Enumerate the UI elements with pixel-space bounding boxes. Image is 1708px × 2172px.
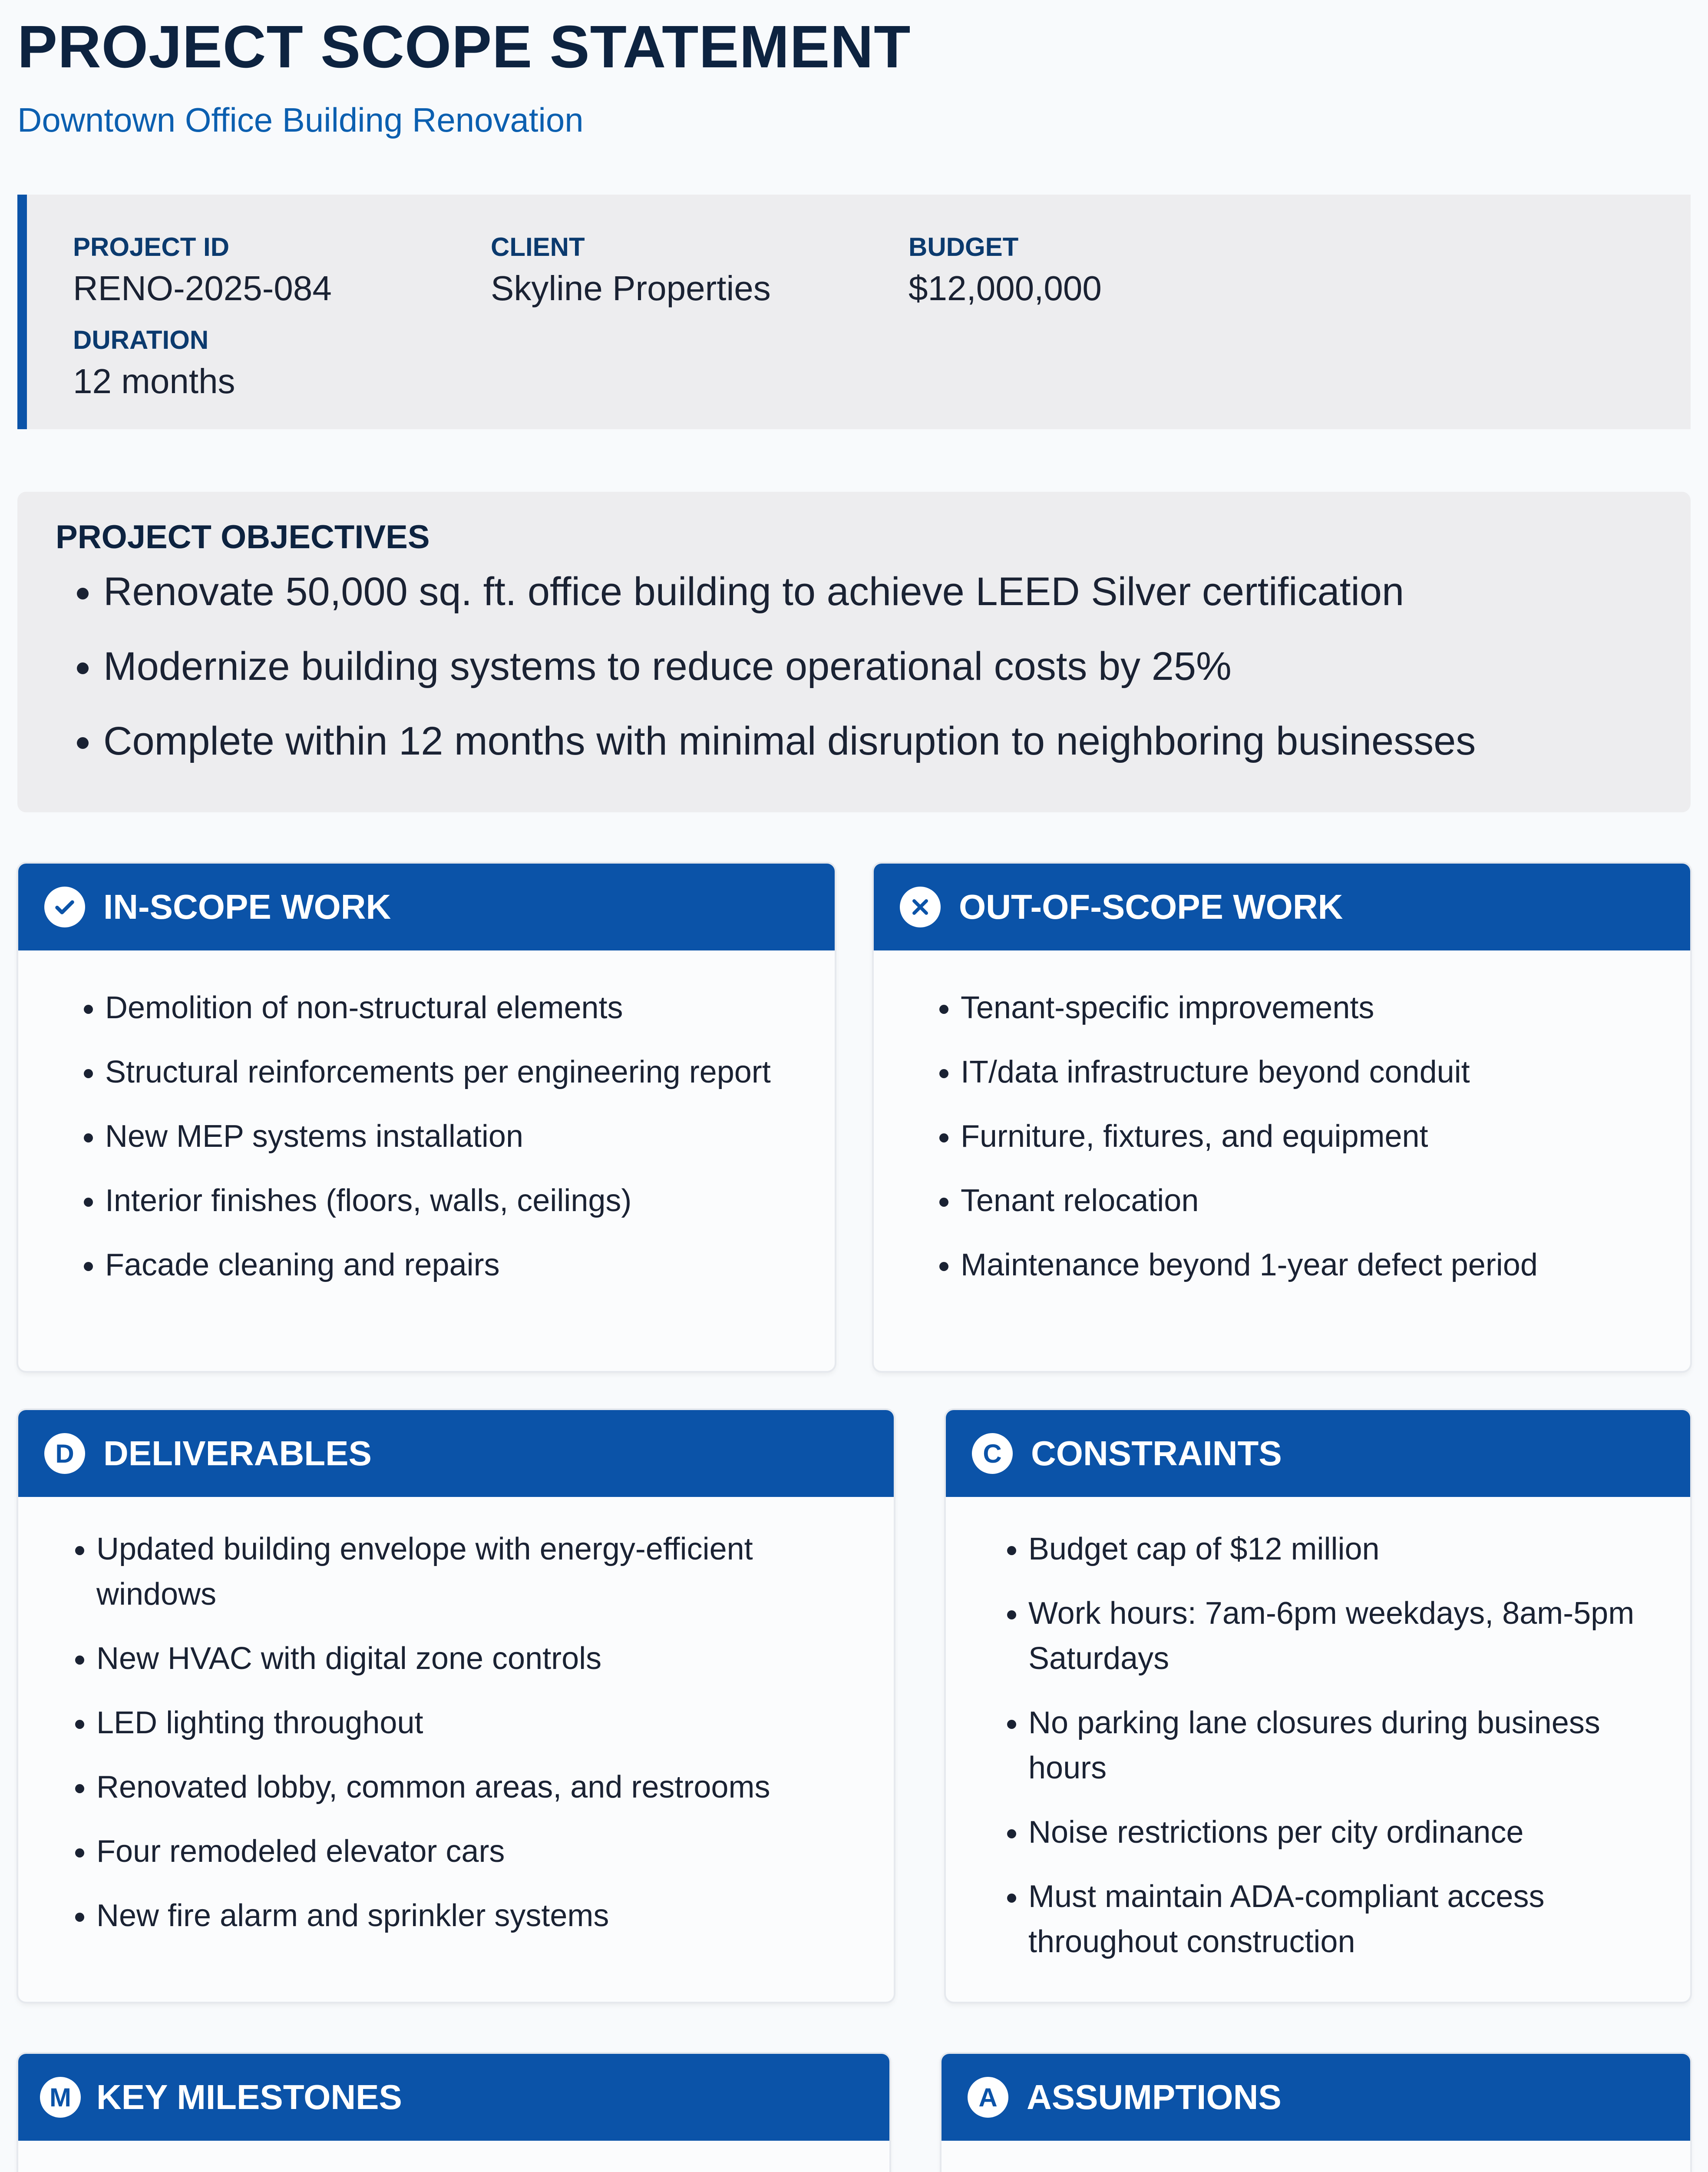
objectives-title: PROJECT OBJECTIVES <box>56 519 430 556</box>
list-item: • New fire alarm and sprinkler systems <box>96 1893 846 1938</box>
page-title: PROJECT SCOPE STATEMENT <box>17 13 911 80</box>
deliverables-card <box>18 1410 894 2002</box>
budget-value: $12,000,000 <box>909 269 1102 308</box>
out-of-scope-header <box>874 864 1690 950</box>
out-of-scope-card <box>874 864 1690 1371</box>
list-item: • New MEP systems installation <box>105 1114 809 1159</box>
list-item: • Demolition of non-structural elements <box>105 985 809 1030</box>
constraints-badge: C <box>972 1433 1013 1474</box>
budget-field <box>909 232 1102 310</box>
x-circle-icon <box>900 887 941 927</box>
objective-item: • Renovate 50,000 sq. ft. office building to achieve LEED Silver certification <box>103 566 1652 618</box>
list-item: • Budget cap of $12 million <box>1028 1526 1638 1572</box>
constraints-title: CONSTRAINTS <box>1031 1434 1282 1473</box>
list-item: • LED lighting throughout <box>96 1700 846 1745</box>
list-item: • Noise restrictions per city ordinance <box>1028 1810 1638 1855</box>
project-id-value: RENO-2025-084 <box>73 269 332 308</box>
client-field <box>491 232 771 310</box>
list-item: • IT/data infrastructure beyond conduit <box>961 1050 1664 1095</box>
budget-label: BUDGET <box>909 232 1019 262</box>
assumptions-badge: A <box>968 2077 1008 2118</box>
deliverables-title: DELIVERABLES <box>103 1434 372 1473</box>
list-item: • Tenant-specific improvements <box>961 985 1664 1030</box>
client-value: Skyline Properties <box>491 269 771 308</box>
list-item: • Maintenance beyond 1-year defect period <box>961 1242 1664 1288</box>
in-scope-header <box>18 864 835 950</box>
objectives-list <box>56 566 1652 767</box>
client-label: CLIENT <box>491 232 585 262</box>
project-info-card <box>17 195 1691 429</box>
list-item: • Work hours: 7am-6pm weekdays, 8am-5pm Saturdays <box>1028 1591 1638 1681</box>
list-item: • No parking lane closures during business hours <box>1028 1700 1638 1791</box>
objective-item: • Modernize building systems to reduce operational costs by 25% <box>103 640 1652 692</box>
project-id-label: PROJECT ID <box>73 232 230 262</box>
in-scope-card <box>18 864 835 1371</box>
milestones-header <box>18 2054 889 2141</box>
out-of-scope-list <box>874 985 1690 1288</box>
list-item: • Furniture, fixtures, and equipment <box>961 1114 1664 1159</box>
list-item: • New HVAC with digital zone controls <box>96 1636 846 1681</box>
constraints-header <box>946 1410 1690 1497</box>
list-item: • Interior finishes (floors, walls, ceilings) <box>105 1178 809 1223</box>
deliverables-header <box>18 1410 894 1497</box>
list-item: • Four remodeled elevator cars <box>96 1829 846 1874</box>
list-item: • Facade cleaning and repairs <box>105 1242 809 1288</box>
list-item: • Structural reinforcements per engineering report <box>105 1050 809 1095</box>
project-id-field <box>73 232 332 310</box>
milestones-card <box>18 2054 889 2172</box>
objectives-section <box>17 492 1691 812</box>
in-scope-list <box>18 985 835 1288</box>
deliverables-badge: D <box>44 1433 85 1474</box>
in-scope-title: IN-SCOPE WORK <box>103 887 391 926</box>
check-circle-icon <box>44 887 85 927</box>
constraints-list <box>946 1526 1690 1964</box>
list-item: • Tenant relocation <box>961 1178 1664 1223</box>
assumptions-card <box>942 2054 1690 2172</box>
duration-label: DURATION <box>73 325 209 354</box>
duration-field <box>73 325 235 403</box>
milestones-badge: M <box>40 2077 81 2118</box>
deliverables-list <box>18 1526 894 1938</box>
constraints-card <box>946 1410 1690 2002</box>
assumptions-header <box>942 2054 1690 2141</box>
list-item: • Updated building envelope with energy-efficient windows <box>96 1526 846 1617</box>
page-subtitle: Downtown Office Building Renovation <box>17 101 584 139</box>
scope-statement-page <box>17 12 1691 142</box>
assumptions-title: ASSUMPTIONS <box>1027 2078 1282 2116</box>
list-item: • Must maintain ADA-compliant access throughout construction <box>1028 1874 1638 1964</box>
out-of-scope-title: OUT-OF-SCOPE WORK <box>959 887 1343 926</box>
milestones-title: KEY MILESTONES <box>96 2078 402 2116</box>
objective-item: • Complete within 12 months with minimal disruption to neighboring businesses <box>103 715 1652 767</box>
duration-value: 12 months <box>73 362 235 401</box>
list-item: • Renovated lobby, common areas, and restrooms <box>96 1765 846 1810</box>
